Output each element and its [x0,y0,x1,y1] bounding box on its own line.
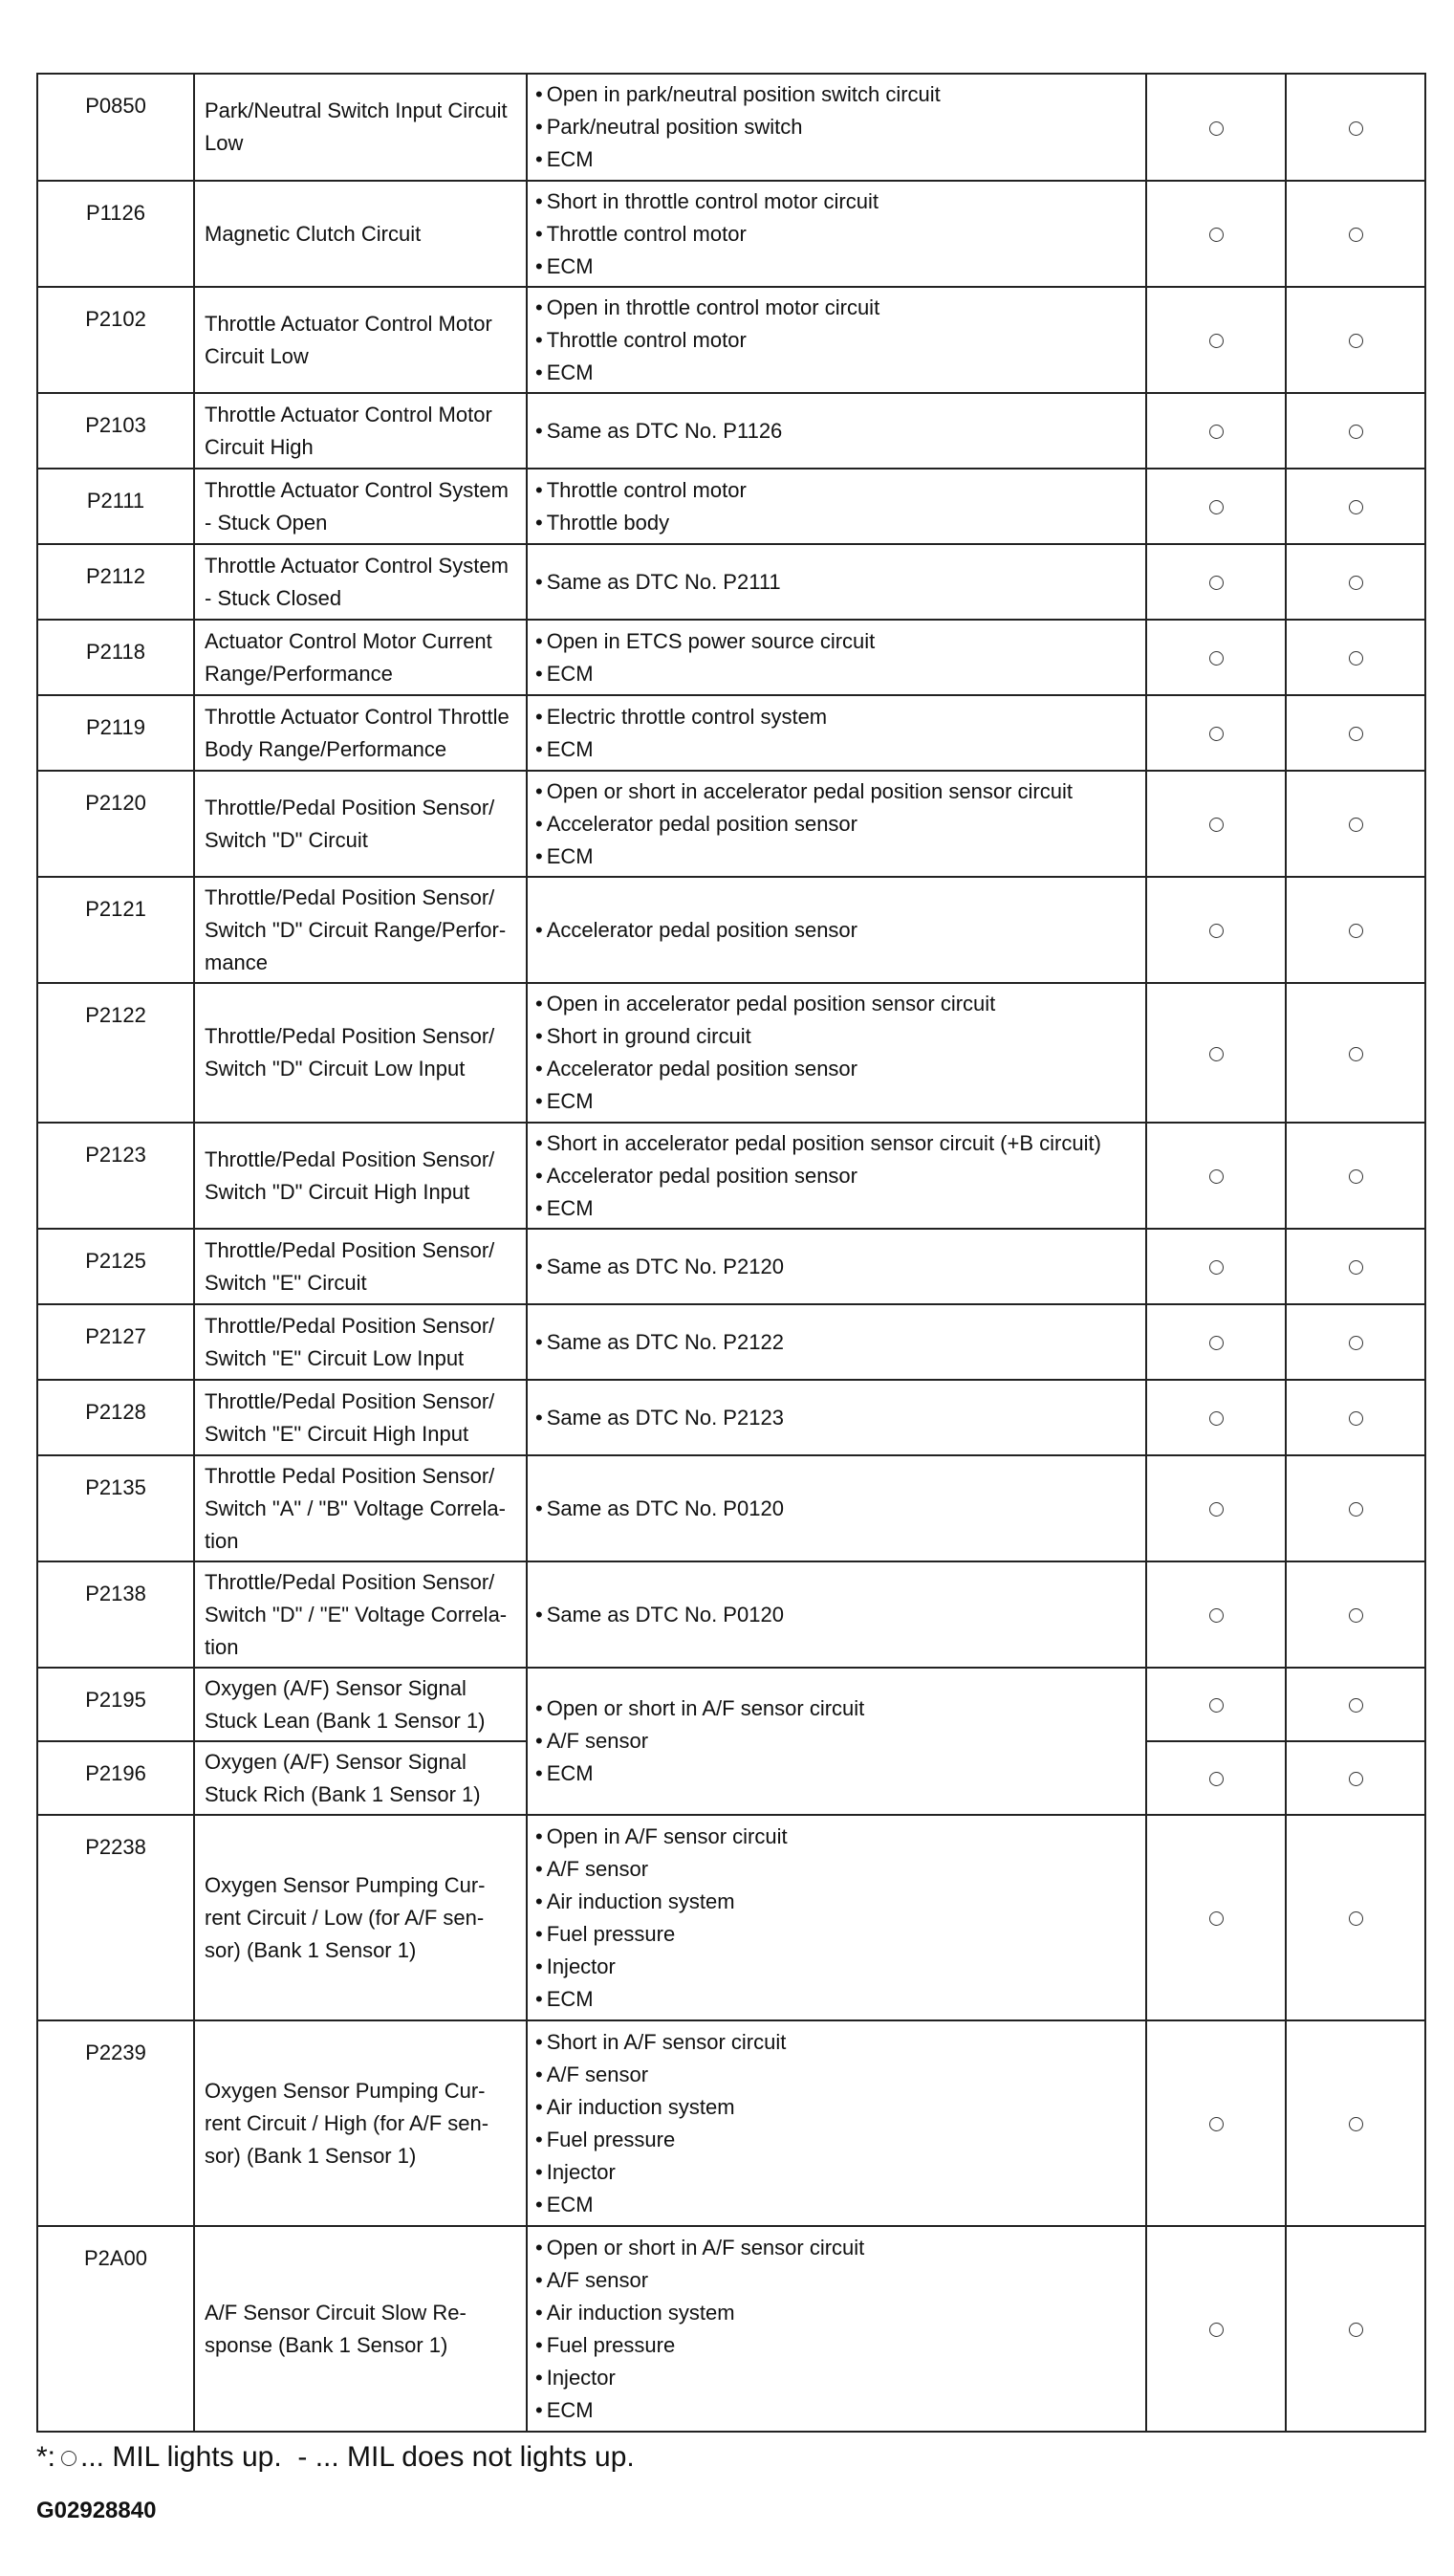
dtc-table-body [37,74,1425,2432]
detection-item-line: Circuit Low [205,343,309,368]
circle-icon [1209,121,1224,136]
circle-icon [1209,425,1224,439]
table-row [37,877,1425,983]
trouble-area-item: • ECM [535,840,1139,873]
table-row [37,544,1425,620]
circle-icon [1209,924,1224,938]
trouble-area-item: • Injector [535,1951,1139,1983]
detection-item [194,695,527,771]
memory-cell [1286,1380,1425,1455]
detection-item [194,1229,527,1304]
detection-item [194,181,527,287]
mil-cell [1146,983,1286,1123]
circle-icon [1349,1336,1363,1350]
trouble-area-item: • Air induction system [535,1886,1139,1918]
trouble-area-item: • ECM [535,143,1139,176]
detection-item-line: Throttle/Pedal Position Sensor/ [205,1237,495,1262]
dtc-code: P2239 [37,2020,194,2226]
trouble-area-item: • Open or short in A/F sensor circuit [535,2232,1139,2264]
detection-item-line: rent Circuit / High (for A/F sen- [205,2110,489,2135]
trouble-area-item: • Open in throttle control motor circuit [535,292,1139,324]
detection-item-line: Throttle Actuator Control System [205,477,509,502]
memory-cell [1286,393,1425,469]
footnote-dash: - [297,2441,308,2473]
memory-cell [1286,287,1425,393]
trouble-area-item: • Injector [535,2362,1139,2394]
detection-item-line: - Stuck Open [205,510,328,535]
circle-icon [1349,2323,1363,2337]
dtc-code: P2121 [37,877,194,983]
trouble-area-item: • Short in throttle control motor circuit [535,186,1139,218]
detection-item [194,1561,527,1668]
trouble-area-item: • ECM [535,1192,1139,1225]
dtc-code: P2102 [37,287,194,393]
mil-cell [1146,620,1286,695]
dtc-code: P2128 [37,1380,194,1455]
circle-icon [1209,2117,1224,2131]
dtc-code: P2119 [37,695,194,771]
detection-item [194,74,527,181]
detection-item [194,1815,527,2020]
trouble-area-item: • ECM [535,733,1139,766]
trouble-area-item: • Open or short in accelerator pedal position sensor circuit [535,775,1139,808]
circle-icon [1349,1772,1363,1786]
trouble-area [527,983,1146,1123]
trouble-area-item: • Same as DTC No. P0120 [535,1599,1139,1631]
table-row [37,393,1425,469]
detection-item-line: Throttle Actuator Control Motor [205,311,492,336]
trouble-area-item: • Accelerator pedal position sensor [535,808,1139,840]
detection-item-line: Park/Neutral Switch Input Circuit [205,98,508,122]
memory-cell [1286,2226,1425,2432]
trouble-area [527,544,1146,620]
dtc-code: P2122 [37,983,194,1123]
mil-cell [1146,877,1286,983]
trouble-area [527,2020,1146,2226]
detection-item [194,2020,527,2226]
detection-item-line: sor) (Bank 1 Sensor 1) [205,1937,417,1962]
detection-item-line: Throttle Actuator Control Motor [205,402,492,426]
trouble-area [527,1668,1146,1815]
trouble-area-item: • ECM [535,357,1139,389]
circle-icon [1349,228,1363,242]
trouble-area-item: • Accelerator pedal position sensor [535,1053,1139,1085]
trouble-area-item: • Same as DTC No. P1126 [535,415,1139,448]
trouble-area-item: • Same as DTC No. P0120 [535,1493,1139,1525]
mil-cell [1146,181,1286,287]
detection-item-line: Oxygen Sensor Pumping Cur- [205,1872,486,1897]
trouble-area-item: • Fuel pressure [535,2124,1139,2156]
detection-item-line: Switch "E" Circuit [205,1270,367,1295]
trouble-area-item: • A/F sensor [535,1853,1139,1886]
trouble-area [527,1229,1146,1304]
trouble-area-item: • A/F sensor [535,2264,1139,2297]
mil-cell [1146,1304,1286,1380]
table-row [37,74,1425,181]
circle-icon [1209,500,1224,514]
circle-icon [1349,924,1363,938]
table-row [37,983,1425,1123]
detection-item-line: Magnetic Clutch Circuit [205,221,422,246]
trouble-area-item: • A/F sensor [535,1725,1139,1757]
table-row [37,1380,1425,1455]
detection-item-line: Throttle Actuator Control Throttle [205,704,510,729]
memory-cell [1286,877,1425,983]
table-row [37,1123,1425,1229]
memory-cell [1286,74,1425,181]
memory-cell [1286,181,1425,287]
circle-icon [1209,1047,1224,1061]
trouble-area [527,620,1146,695]
memory-cell [1286,1455,1425,1561]
memory-cell [1286,1304,1425,1380]
dtc-code: P2195 [37,1668,194,1741]
detection-item-line: rent Circuit / Low (for A/F sen- [205,1905,485,1930]
circle-icon [1209,334,1224,348]
trouble-area-item: • ECM [535,2189,1139,2221]
circle-icon [1209,1411,1224,1426]
detection-item-line: Switch "D" Circuit Low Input [205,1057,466,1081]
mil-cell [1146,2020,1286,2226]
circle-icon [1209,1260,1224,1275]
mil-cell [1146,287,1286,393]
detection-item-line: Throttle/Pedal Position Sensor/ [205,1388,495,1413]
dtc-code: P2123 [37,1123,194,1229]
detection-item-line: Stuck Rich (Bank 1 Sensor 1) [205,1781,481,1806]
detection-item-line: Throttle Pedal Position Sensor/ [205,1463,495,1488]
detection-item-line: Oxygen Sensor Pumping Cur- [205,2078,486,2103]
circle-icon [1349,1698,1363,1713]
circle-icon [61,2451,76,2466]
trouble-area [527,1561,1146,1668]
figure-id: G02928840 [36,2498,157,2523]
trouble-area-item: • Same as DTC No. P2111 [535,566,1139,599]
circle-icon [1349,651,1363,666]
detection-item [194,771,527,877]
trouble-area [527,1455,1146,1561]
detection-item [194,1380,527,1455]
trouble-area-item: • Fuel pressure [535,2329,1139,2362]
detection-item-line: Range/Performance [205,661,393,686]
detection-item [194,287,527,393]
circle-icon [1349,334,1363,348]
dtc-code: P2135 [37,1455,194,1561]
circle-icon [1349,1608,1363,1623]
circle-icon [1349,818,1363,832]
circle-icon [1349,1047,1363,1061]
dtc-code: P2238 [37,1815,194,2020]
circle-icon [1349,425,1363,439]
detection-item-line: Throttle/Pedal Position Sensor/ [205,1146,495,1171]
trouble-area-item: • Same as DTC No. P2120 [535,1251,1139,1283]
trouble-area [527,1123,1146,1229]
mil-cell [1146,2226,1286,2432]
detection-item-line: Low [205,131,244,155]
table-row [37,1229,1425,1304]
trouble-area-item: • Park/neutral position switch [535,111,1139,143]
circle-icon [1349,121,1363,136]
footnote-prefix: *: [36,2441,56,2473]
detection-item [194,1668,527,1741]
table-row [37,1304,1425,1380]
trouble-area-item: • ECM [535,658,1139,690]
dtc-code: P2125 [37,1229,194,1304]
circle-icon [1209,576,1224,590]
trouble-area-item: • Throttle body [535,507,1139,539]
detection-item [194,2226,527,2432]
circle-icon [1209,1698,1224,1713]
detection-item [194,544,527,620]
table-row [37,2226,1425,2432]
detection-item-line: Stuck Lean (Bank 1 Sensor 1) [205,1708,486,1733]
trouble-area-item: • Open in park/neutral position switch circuit [535,78,1139,111]
mil-cell [1146,1668,1286,1741]
detection-item-line: Switch "D" / "E" Voltage Correla- [205,1602,508,1626]
mil-cell [1146,1380,1286,1455]
memory-cell [1286,469,1425,544]
detection-item-line: sponse (Bank 1 Sensor 1) [205,2332,448,2357]
trouble-area-item: • Open or short in A/F sensor circuit [535,1692,1139,1725]
trouble-area-item: • Open in accelerator pedal position sensor circuit [535,988,1139,1020]
trouble-area [527,1380,1146,1455]
detection-item-line: Switch "D" Circuit High Input [205,1179,470,1204]
mil-cell [1146,1561,1286,1668]
trouble-area [527,877,1146,983]
dtc-code: P0850 [37,74,194,181]
dtc-code: P2111 [37,469,194,544]
circle-icon [1349,1911,1363,1926]
mil-cell [1146,544,1286,620]
circle-icon [1209,1336,1224,1350]
circle-icon [1209,1169,1224,1184]
detection-item [194,1304,527,1380]
memory-cell [1286,1229,1425,1304]
dtc-code: P2112 [37,544,194,620]
trouble-area [527,181,1146,287]
trouble-area [527,1304,1146,1380]
trouble-area [527,771,1146,877]
dtc-code: P2120 [37,771,194,877]
detection-item-line: sor) (Bank 1 Sensor 1) [205,2143,417,2168]
detection-item-line: mance [205,950,269,974]
circle-icon [1209,228,1224,242]
trouble-area [527,393,1146,469]
footnote-circle-text: ... MIL lights up. [80,2441,282,2473]
detection-item-line: A/F Sensor Circuit Slow Re- [205,2300,467,2325]
detection-item [194,983,527,1123]
trouble-area-item: • Throttle control motor [535,324,1139,357]
dtc-table [36,73,1426,2433]
memory-cell [1286,771,1425,877]
circle-icon [1209,1608,1224,1623]
detection-item-line: Throttle/Pedal Position Sensor/ [205,1313,495,1338]
table-row [37,1455,1425,1561]
circle-icon [1209,818,1224,832]
table-row [37,771,1425,877]
detection-item [194,620,527,695]
trouble-area [527,1815,1146,2020]
trouble-area-item: • Open in A/F sensor circuit [535,1821,1139,1853]
dtc-code: P2127 [37,1304,194,1380]
trouble-area-item: • Same as DTC No. P2122 [535,1326,1139,1359]
mil-cell [1146,393,1286,469]
memory-cell [1286,1123,1425,1229]
detection-item-line: Throttle/Pedal Position Sensor/ [205,884,495,909]
circle-icon [1349,500,1363,514]
memory-cell [1286,1668,1425,1741]
mil-cell [1146,695,1286,771]
memory-cell [1286,983,1425,1123]
circle-icon [1349,1260,1363,1275]
memory-cell [1286,620,1425,695]
trouble-area-item: • Electric throttle control system [535,701,1139,733]
circle-icon [1349,1169,1363,1184]
trouble-area-item: • A/F sensor [535,2059,1139,2091]
trouble-area [527,469,1146,544]
trouble-area-item: • Air induction system [535,2091,1139,2124]
trouble-area-item: • Open in ETCS power source circuit [535,625,1139,658]
trouble-area-item: • Short in accelerator pedal position sensor circuit (+B circuit) [535,1127,1139,1160]
trouble-area-item: • Accelerator pedal position sensor [535,1160,1139,1192]
detection-item-line: tion [205,1528,239,1553]
detection-item [194,469,527,544]
dtc-code: P2138 [37,1561,194,1668]
trouble-area-item: • Air induction system [535,2297,1139,2329]
footnote-dash-text: ... MIL does not lights up. [315,2441,635,2473]
memory-cell [1286,1815,1425,2020]
trouble-area-item: • Same as DTC No. P2123 [535,1402,1139,1434]
circle-icon [1209,1502,1224,1517]
mil-cell [1146,1123,1286,1229]
trouble-area-item: • Short in A/F sensor circuit [535,2026,1139,2059]
detection-item [194,1123,527,1229]
detection-item [194,1741,527,1815]
memory-cell [1286,695,1425,771]
trouble-area-item: • ECM [535,251,1139,283]
table-row [37,469,1425,544]
trouble-area-item: • Fuel pressure [535,1918,1139,1951]
trouble-area-item: • Short in ground circuit [535,1020,1139,1053]
dtc-code: P2103 [37,393,194,469]
dtc-code: P2196 [37,1741,194,1815]
trouble-area [527,695,1146,771]
circle-icon [1209,651,1224,666]
detection-item-line: Throttle/Pedal Position Sensor/ [205,795,495,819]
detection-item [194,877,527,983]
memory-cell [1286,2020,1425,2226]
detection-item-line: Oxygen (A/F) Sensor Signal [205,1675,467,1700]
detection-item-line: Throttle Actuator Control System [205,553,509,578]
trouble-area-item: • ECM [535,1983,1139,2016]
mil-cell [1146,1229,1286,1304]
detection-item-line: Switch "E" Circuit Low Input [205,1345,465,1370]
trouble-area-item: • Throttle control motor [535,218,1139,251]
detection-item-line: - Stuck Closed [205,585,342,610]
table-row [37,2020,1425,2226]
detection-item-line: tion [205,1634,239,1659]
trouble-area [527,287,1146,393]
detection-item [194,1455,527,1561]
table-row [37,1561,1425,1668]
detection-item-line: Switch "D" Circuit Range/Perfor- [205,917,507,942]
trouble-area [527,74,1146,181]
footnote [36,2440,635,2475]
mil-cell [1146,469,1286,544]
trouble-area-item: • ECM [535,2394,1139,2427]
circle-icon [1209,1911,1224,1926]
table-row [37,1668,1425,1741]
dtc-code: P1126 [37,181,194,287]
mil-cell [1146,1815,1286,2020]
trouble-area-item: • Throttle control motor [535,474,1139,507]
detection-item-line: Switch "D" Circuit [205,827,368,852]
mil-cell [1146,74,1286,181]
detection-item-line: Oxygen (A/F) Sensor Signal [205,1749,467,1774]
table-row [37,287,1425,393]
memory-cell [1286,544,1425,620]
trouble-area [527,2226,1146,2432]
circle-icon [1349,727,1363,741]
detection-item-line: Circuit High [205,434,314,459]
trouble-area-item: • ECM [535,1085,1139,1118]
table-row [37,181,1425,287]
memory-cell [1286,1741,1425,1815]
detection-item-line: Actuator Control Motor Current [205,628,492,653]
circle-icon [1349,1411,1363,1426]
table-row [37,1815,1425,2020]
circle-icon [1209,1772,1224,1786]
trouble-area-item: • Accelerator pedal position sensor [535,914,1139,947]
trouble-area-item: • Injector [535,2156,1139,2189]
detection-item-line: Body Range/Performance [205,736,447,761]
circle-icon [1349,2117,1363,2131]
table-row [37,620,1425,695]
detection-item-line: Throttle/Pedal Position Sensor/ [205,1569,495,1594]
detection-item [194,393,527,469]
detection-item-line: Throttle/Pedal Position Sensor/ [205,1024,495,1048]
dtc-code: P2A00 [37,2226,194,2432]
circle-icon [1209,727,1224,741]
detection-item-line: Switch "E" Circuit High Input [205,1421,469,1446]
table-row [37,695,1425,771]
mil-cell [1146,1741,1286,1815]
trouble-area-item: • ECM [535,1757,1139,1790]
detection-item-line: Switch "A" / "B" Voltage Correla- [205,1495,506,1520]
dtc-code: P2118 [37,620,194,695]
circle-icon [1349,1502,1363,1517]
circle-icon [1349,576,1363,590]
circle-icon [1209,2323,1224,2337]
mil-cell [1146,1455,1286,1561]
mil-cell [1146,771,1286,877]
memory-cell [1286,1561,1425,1668]
